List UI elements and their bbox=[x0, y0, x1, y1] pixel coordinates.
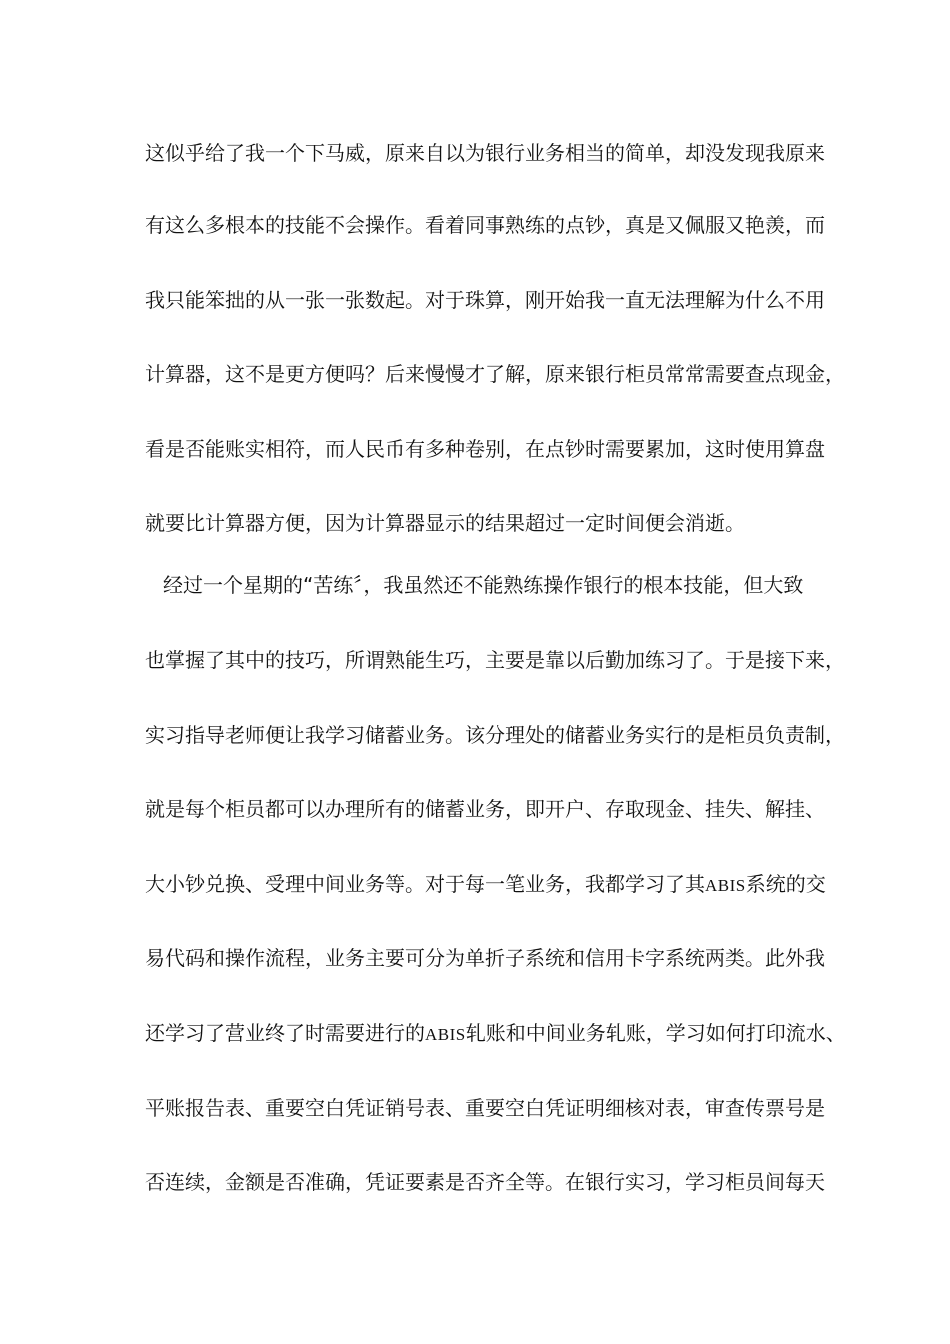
paragraph-line: 看是否能账实相符，而人民币有多种卷别，在点钞时需要累加，这时使用算盘 bbox=[145, 437, 825, 461]
paragraph-line: 经过一个星期的“苦练〞，我虽然还不能熟练操作银行的根本技能，但大致 bbox=[163, 573, 804, 597]
paragraph-line: 平账报告表、重要空白凭证销号表、重要空白凭证明细核对表，审查传票号是 bbox=[145, 1096, 825, 1120]
system-code: ABIS bbox=[705, 876, 746, 895]
paragraph-line: 我只能笨拙的从一张一张数起。对于珠算，刚开始我一直无法理解为什么不用 bbox=[145, 288, 825, 312]
line-text: 还学习了营业终了时需要进行的 bbox=[145, 1021, 425, 1045]
paragraph-line bbox=[145, 870, 845, 900]
line-text: 系统的交 bbox=[745, 872, 826, 896]
paragraph-line: 易代码和操作流程，业务主要可分为单折子系统和信用卡字系统两类。此外我 bbox=[145, 946, 825, 970]
line-text: 大小钞兑换、受理中间业务等。对于每一笔业务，我都学习了其 bbox=[145, 872, 705, 896]
paragraph-line: 有这么多根本的技能不会操作。看着同事熟练的点钞，真是又佩服又艳羡，而 bbox=[145, 213, 825, 237]
paragraph-line: 就要比计算器方便，因为计算器显示的结果超过一定时间便会消逝。 bbox=[145, 511, 745, 535]
line-text: 轧账和中间业务轧账，学习如何打印流水、 bbox=[465, 1021, 846, 1045]
paragraph-line: 计算器，这不是更方便吗？后来慢慢才了解，原来银行柜员常常需要查点现金， bbox=[145, 362, 845, 386]
system-code: ABIS bbox=[425, 1025, 466, 1044]
paragraph-line: 就是每个柜员都可以办理所有的储蓄业务，即开户、存取现金、挂失、解挂、 bbox=[145, 797, 825, 821]
paragraph-line: 否连续，金额是否准确，凭证要素是否齐全等。在银行实习，学习柜员间每天 bbox=[145, 1170, 825, 1194]
paragraph-line: 实习指导老师便让我学习储蓄业务。该分理处的储蓄业务实行的是柜员负责制， bbox=[145, 723, 845, 747]
paragraph-line: 也掌握了其中的技巧，所谓熟能生巧，主要是靠以后勤加练习了。于是接下来， bbox=[145, 648, 845, 672]
paragraph-line: 这似乎给了我一个下马威，原来自以为银行业务相当的简单，却没发现我原来 bbox=[145, 141, 825, 165]
paragraph-line bbox=[145, 1019, 845, 1049]
